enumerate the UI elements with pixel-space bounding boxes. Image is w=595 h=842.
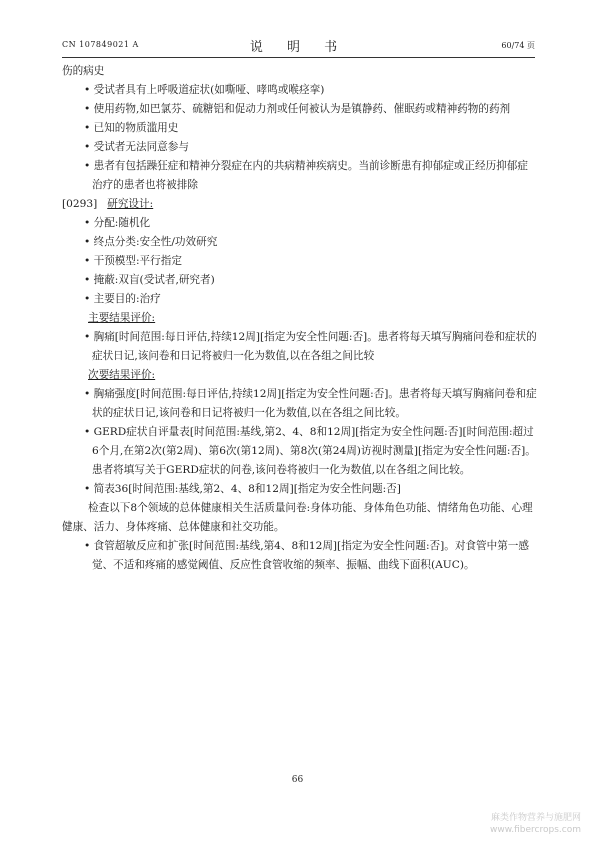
document-body <box>62 62 537 575</box>
design-item: • 分配:随机化 <box>84 217 151 229</box>
page-header <box>62 36 535 56</box>
body-paragraph: 检查以下8个领域的总体健康相关生活质量问卷:身体功能、身体角色功能、情绪角色功能、心理健康、活力、身体疼痛、总体健康和社交功能。 <box>62 502 533 533</box>
exclusion-item: • 受试者无法同意参与 <box>84 141 189 153</box>
paragraph-0293 <box>62 195 537 214</box>
paragraph-number: [0293] <box>62 198 98 210</box>
watermark-url: www.fibercrops.com <box>490 825 581 835</box>
design-item: • 掩蔽:双盲(受试者,研究者) <box>84 274 215 286</box>
exclusion-item: • 患者有包括躁狂症和精神分裂症在内的共病精神疾病史。当前诊断患有抑郁症或正经历抑郁症治疗的患者也将被排除 <box>84 160 528 191</box>
outcome-item: • 简表36[时间范围:基线,第2、4、8和12周][指定为安全性问题:否] <box>84 483 401 495</box>
document-title: 说 明 书 <box>249 40 348 55</box>
exclusion-item: • 已知的物质滥用史 <box>84 122 179 134</box>
exclusion-item: • 受试者具有上呼吸道症状(如嘶哑、哮鸣或喉痉挛) <box>84 84 325 96</box>
design-item: • 主要目的:治疗 <box>84 293 161 305</box>
outcome-item: • 胸痛[时间范围:每日评估,持续12周][指定为安全性问题:否]。患者将每天填写胸痛问卷和症状的症状日记,该问卷和日记将被归一化为数值,以在各组之间比较 <box>84 331 537 362</box>
watermark <box>490 812 581 836</box>
design-item: • 终点分类:安全性/功效研究 <box>84 236 218 248</box>
header-divider <box>62 57 535 58</box>
continued-text: 伤的病史 <box>62 65 105 77</box>
secondary-outcome-heading: 次要结果评价: <box>88 369 156 381</box>
page-number: 66 <box>291 775 304 785</box>
design-item: • 干预模型:平行指定 <box>84 255 182 267</box>
primary-outcome-heading: 主要结果评价: <box>88 312 156 324</box>
watermark-line: 麻类作物营养与施肥网 <box>490 813 581 823</box>
outcome-item: • 食管超敏反应和扩张[时间范围:基线,第4、8和12周][指定为安全性问题:否]。对食管中第一感觉、不适和疼痛的感觉阈值、反应性食管收缩的频率、振幅、曲线下面积(AUC)。 <box>84 540 529 571</box>
outcome-item: • GERD症状自评量表[时间范围:基线,第2、4、8和12周][指定为安全性问题:否][时间范围:超过6个月,在第2次(第2周)、第6次(第12周)、第8次(第24周)访视时测量][指定为安全性问题:否]。患者将填写关于GERD症状的问卷,该问卷将被归一化为数值,以在各组之间比较。 <box>84 426 536 476</box>
page-counter: 60/74 页 <box>501 41 535 50</box>
section-heading: 研究设计: <box>107 198 154 210</box>
patent-number: CN 107849021 A <box>62 40 139 49</box>
exclusion-item: • 使用药物,如巴氯芬、硫糖铝和促动力剂或任何被认为是镇静药、催眠药或精神药物的药剂 <box>84 103 511 115</box>
outcome-item: • 胸痛强度[时间范围:每日评估,持续12周][指定为安全性问题:否]。患者将每天填写胸痛问卷和症状的症状日记,该问卷和日记将被归一化为数值,以在各组之间比较。 <box>84 388 537 419</box>
